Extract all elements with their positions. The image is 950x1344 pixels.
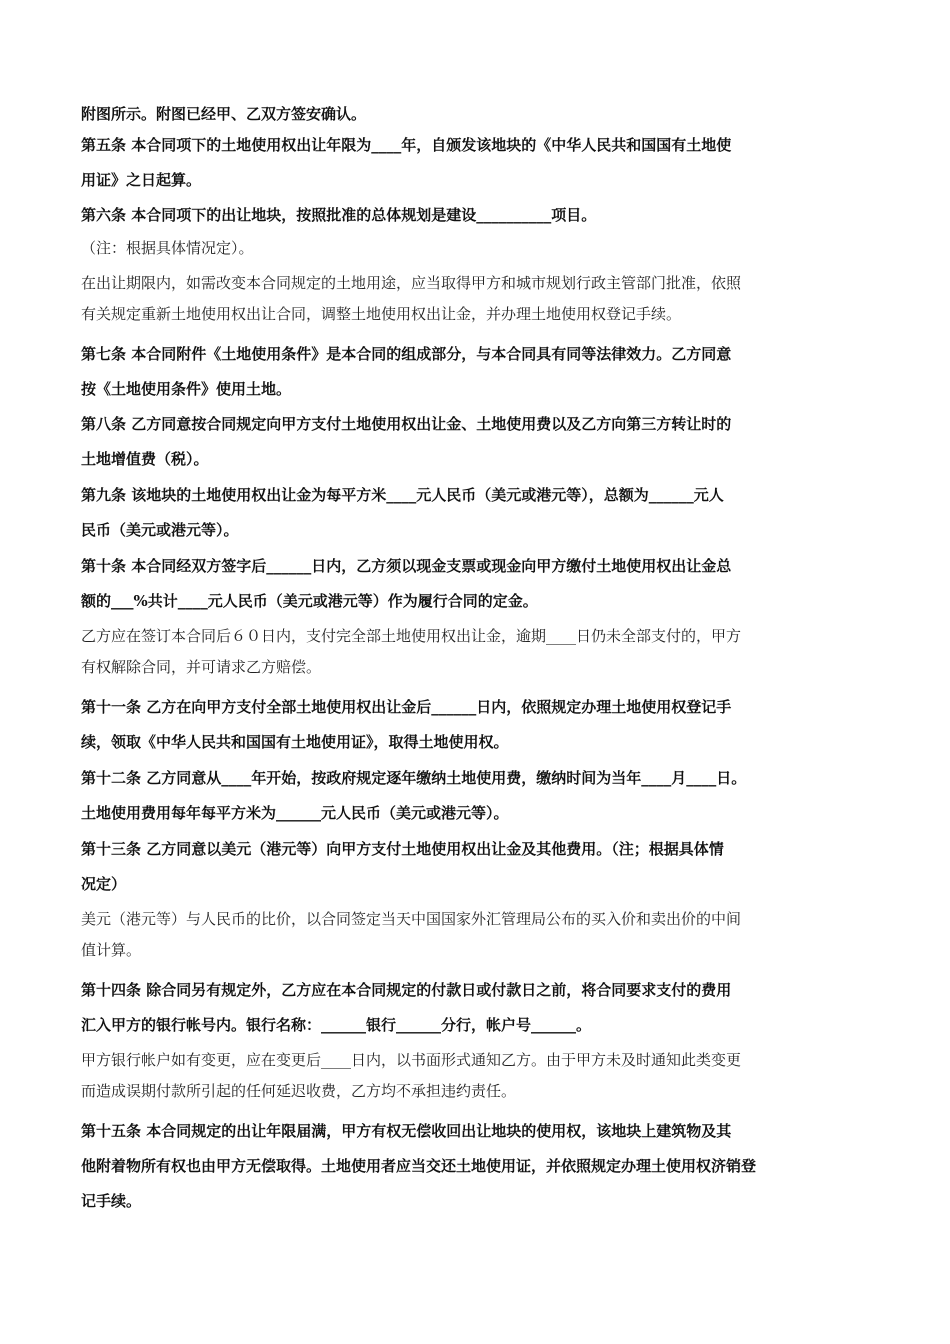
text-line: 而造成误期付款所引起的任何延迟收费，乙方均不承担违约责任。 [81, 1082, 517, 1100]
article-9 [81, 478, 861, 548]
paragraph-attachment-confirmed [81, 97, 861, 132]
text-line: 第十条 本合同经双方签字后______日内，乙方须以现金支票或现金向甲方缴付土地使用权出让金总 [81, 557, 732, 575]
text-line: 土地使用费用每年每平方米为______元人民币（美元或港元等）。 [81, 804, 509, 822]
text-line: 用证》之日起算。 [81, 171, 202, 189]
text-line: 第八条 乙方同意按合同规定向甲方支付土地使用权出让金、土地使用费以及乙方向第三方转让时的 [81, 415, 732, 433]
article-7 [81, 337, 861, 407]
text-line: 况定） [81, 875, 127, 893]
paragraph-payment-deadline [81, 621, 861, 683]
article-10 [81, 549, 861, 619]
paragraph-exchange-rate [81, 904, 861, 966]
text-line: 第六条 本合同项下的出让地块，按照批准的总体规划是建设__________项目。 [81, 206, 597, 224]
text-line: 第十一条 乙方在向甲方支付全部土地使用权出让金后______日内，依照规定办理土地使用权登记手 [81, 698, 732, 716]
text-line: 有关规定重新土地使用权出让合同，调整土地使用权出让金，并办理土地使用权登记手续。 [81, 305, 682, 323]
text-line: 续，领取《中华人民共和国国有土地使用证》，取得土地使用权。 [81, 733, 509, 751]
paragraph-change-land-use [81, 268, 861, 330]
text-line: 他附着物所有权也由甲方无偿取得。土地使用者应当交还土地使用证，并依照规定办理土使用权济销登 [81, 1157, 757, 1175]
text-line: 甲方银行帐户如有变更，应在变更后____日内，以书面形式通知乙方。由于甲方未及时通知此类变更 [81, 1051, 742, 1069]
text-line: 记手续。 [81, 1192, 142, 1210]
article-6 [81, 198, 861, 233]
text-line: 第十五条 本合同规定的出让年限届满，甲方有权无偿收回出让地块的使用权，该地块上建筑物及其 [81, 1122, 732, 1140]
text-line: 第七条 本合同附件《土地使用条件》是本合同的组成部分，与本合同具有同等法律效力。乙方同意 [81, 345, 732, 363]
article-15 [81, 1114, 861, 1219]
text-line: 额的___%共计____元人民币（美元或港元等）作为履行合同的定金。 [81, 592, 538, 610]
text-line: 土地增值费（税）。 [81, 450, 209, 468]
text-line: 有权解除合同，并可请求乙方赔偿。 [81, 658, 322, 676]
article-5 [81, 128, 861, 198]
text-line: 附图所示。附图已经甲、乙双方签安确认。 [81, 105, 367, 123]
article-14 [81, 973, 861, 1043]
text-line: 第十四条 除合同另有规定外，乙方应在本合同规定的付款日或付款日之前，将合同要求支付的费用 [81, 981, 732, 999]
article-13 [81, 832, 861, 902]
text-line: 第十三条 乙方同意以美元（港元等）向甲方支付土地使用权出让金及其他费用。（注；根据具体情 [81, 840, 724, 858]
text-line: 第五条 本合同项下的土地使用权出让年限为____年，自颁发该地块的《中华人民共和国国有土地使 [81, 136, 732, 154]
text-line: 第九条 该地块的土地使用权出让金为每平方米____元人民币（美元或港元等），总额为______元人 [81, 486, 724, 504]
article-12 [81, 761, 861, 831]
text-line: 在出让期限内，如需改变本合同规定的土地用途，应当取得甲方和城市规划行政主管部门批准，依照 [81, 274, 742, 292]
paragraph-bank-account-change [81, 1045, 861, 1107]
text-line: 第十二条 乙方同意从____年开始，按政府规定逐年缴纳土地使用费，缴纳时间为当年____月____日。 [81, 769, 747, 787]
text-line: 美元（港元等）与人民币的比价，以合同签定当天中国国家外汇管理局公布的买入价和卖出价的中间 [81, 910, 742, 928]
note-specific-situation [81, 233, 861, 264]
text-line: 值计算。 [81, 941, 142, 959]
article-11 [81, 690, 861, 760]
text-line: 民币（美元或港元等）。 [81, 521, 239, 539]
text-line: 汇入甲方的银行帐号内。银行名称：______银行______分行，帐户号______。 [81, 1016, 592, 1034]
article-8 [81, 407, 861, 477]
text-line: 按《土地使用条件》使用土地。 [81, 380, 292, 398]
text-line: 乙方应在签订本合同后６０日内，支付完全部土地使用权出让金，逾期____日仍未全部支付的，甲方 [81, 627, 742, 645]
text-line: （注：根据具体情况定）。 [81, 239, 254, 257]
